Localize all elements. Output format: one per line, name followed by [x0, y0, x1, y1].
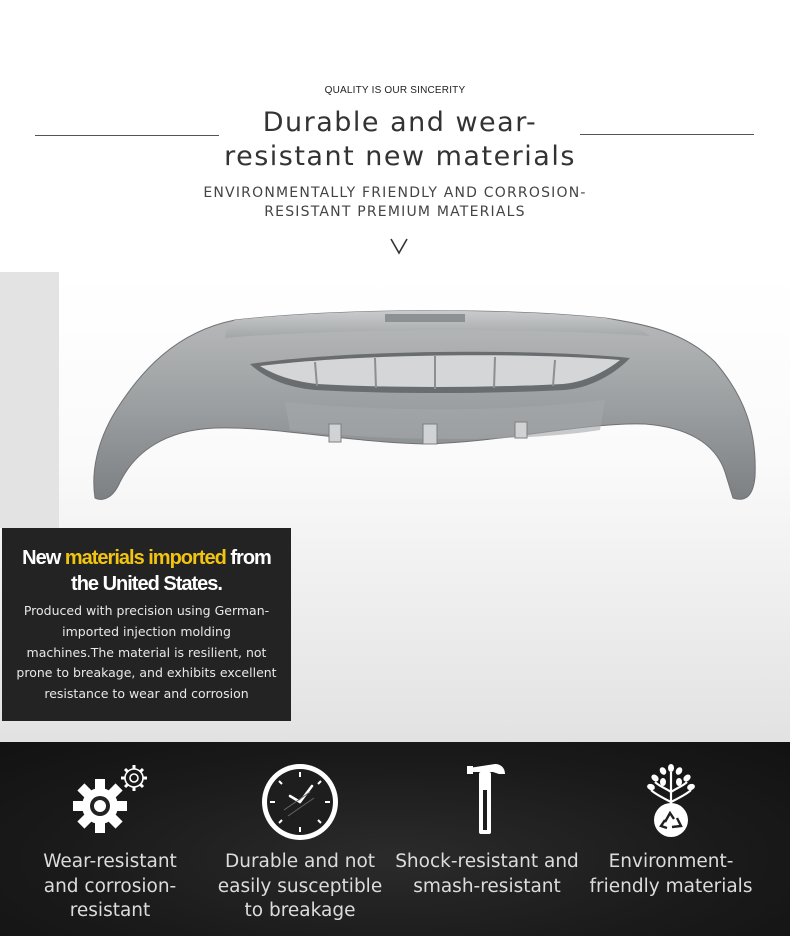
- feature-heading: [8, 545, 285, 597]
- product-section: [0, 272, 790, 742]
- feature-desc-line-2: imported injection molding: [62, 623, 231, 639]
- title-line-1: Durable and wear-: [262, 107, 538, 138]
- subtitle: [195, 184, 595, 222]
- feature-label-line: easily susceptible: [217, 875, 383, 897]
- feature-label: [576, 850, 766, 899]
- feature-label-line: and corrosion-: [43, 875, 177, 897]
- feature-item-eco: [576, 742, 766, 936]
- feature-label: [205, 850, 395, 924]
- feature-label-line: to breakage: [244, 900, 356, 921]
- divider-left: [35, 135, 219, 136]
- gears-icon: [70, 762, 150, 834]
- page-title: [210, 106, 590, 174]
- header-section: [0, 0, 790, 272]
- feature-heading-highlight: materials imported: [64, 547, 226, 569]
- subtitle-line-2: RESISTANT PREMIUM MATERIALS: [264, 204, 526, 220]
- title-line-2: resistant new materials: [224, 141, 576, 172]
- side-strip: [0, 272, 59, 528]
- feature-label-line: smash-resistant: [413, 875, 561, 897]
- feature-heading-part2: from: [225, 547, 271, 569]
- hammer-icon: [465, 762, 509, 838]
- feature-item-wear: [15, 742, 205, 936]
- kicker-text: QUALITY IS OUR SINCERITY: [324, 85, 466, 96]
- feature-item-durable: [205, 742, 395, 936]
- bumper-image: [85, 302, 765, 512]
- chevron-down-icon: [388, 236, 410, 256]
- feature-desc-line-5: resistance to wear and corrosion: [44, 686, 249, 702]
- eco-tree-icon: [641, 762, 701, 838]
- feature-heading-line2: the United States.: [71, 573, 222, 595]
- feature-desc-line-1: Produced with precision using German-: [23, 603, 270, 618]
- divider-right: [580, 134, 754, 135]
- feature-label-line: Shock-resistant and: [395, 851, 579, 872]
- feature-label: [387, 850, 587, 899]
- feature-description: [14, 601, 279, 705]
- feature-heading-part1: New: [22, 547, 65, 569]
- feature-label-line: Environment-: [608, 851, 734, 872]
- feature-label-line: Wear-resistant: [43, 851, 177, 872]
- feature-label-line: resistant: [69, 900, 151, 921]
- feature-label: [15, 850, 205, 924]
- feature-label-line: Durable and not: [224, 851, 376, 872]
- subtitle-line-1: ENVIRONMENTALLY FRIENDLY AND CORROSION-: [203, 185, 587, 201]
- feature-desc-line-3: machines.The material is resilient, not: [26, 644, 267, 660]
- feature-item-shock: [387, 742, 587, 936]
- feature-callout: [2, 528, 291, 721]
- feature-label-line: friendly materials: [589, 875, 753, 897]
- feature-desc-line-4: prone to breakage, and exhibits excellent: [16, 665, 277, 681]
- features-strip: [0, 742, 790, 936]
- clock-icon: [260, 762, 340, 842]
